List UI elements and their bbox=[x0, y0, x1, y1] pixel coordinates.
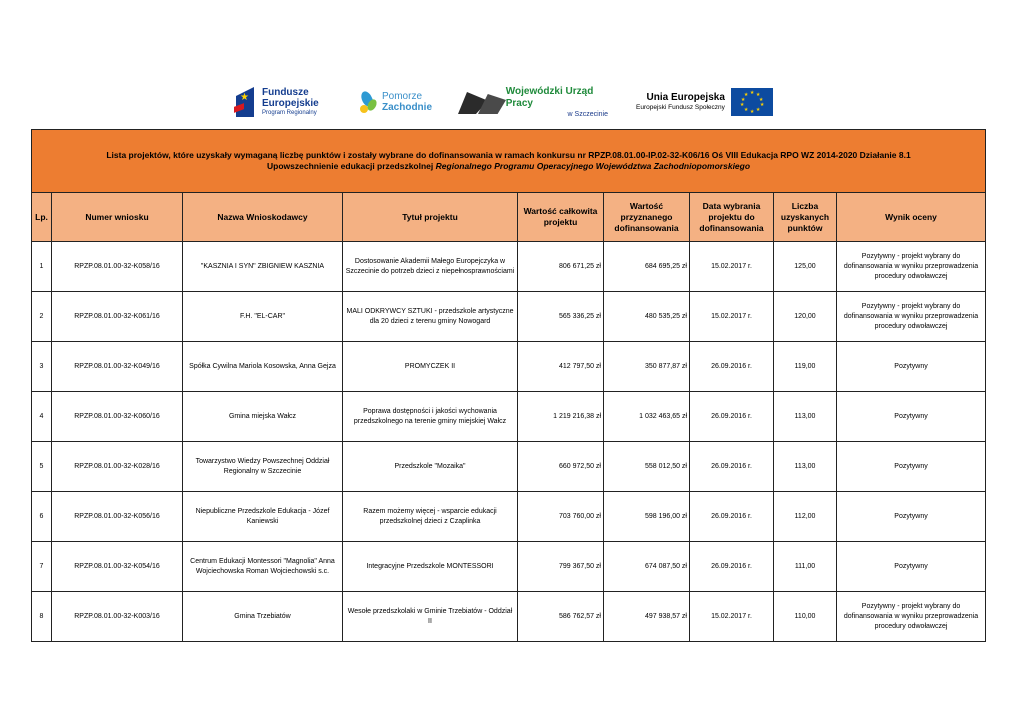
col-header-nazwa: Nazwa Wnioskodawcy bbox=[183, 193, 343, 242]
cell-lp: 1 bbox=[32, 242, 52, 292]
cell-tytul: Integracyjne Przedszkole MONTESSORI bbox=[343, 542, 518, 592]
fe-line1: Fundusze bbox=[262, 87, 309, 98]
cell-numer: RPZP.08.01.00-32-K060/16 bbox=[52, 392, 183, 442]
cell-nazwa: Gmina miejska Wałcz bbox=[183, 392, 343, 442]
cell-punkty: 125,00 bbox=[774, 242, 837, 292]
cell-data: 15.02.2017 r. bbox=[690, 592, 774, 642]
eu-line1: Unia Europejska bbox=[646, 92, 725, 103]
cell-numer: RPZP.08.01.00-32-K028/16 bbox=[52, 442, 183, 492]
cell-wartosc: 565 336,25 zł bbox=[518, 292, 604, 342]
cell-wynik: Pozytywny - projekt wybrany do dofinansowania w wyniku przeprowadzenia procedury odwoławczej bbox=[837, 242, 986, 292]
cell-tytul: PROMYCZEK II bbox=[343, 342, 518, 392]
wup-line2: w Szczecinie bbox=[567, 110, 608, 118]
cell-punkty: 112,00 bbox=[774, 492, 837, 542]
cell-dofinansowanie: 684 695,25 zł bbox=[604, 242, 690, 292]
cell-nazwa: F.H. "EL-CAR" bbox=[183, 292, 343, 342]
cell-nazwa: Centrum Edukacji Montessori "Magnolia" Anna Wojciechowska Roman Wojciechowski s.c. bbox=[183, 542, 343, 592]
cell-wartosc: 703 760,00 zł bbox=[518, 492, 604, 542]
eu-flag-icon: ★ ★ ★ ★ ★ ★ ★ ★ ★ ★ bbox=[731, 88, 773, 116]
cell-data: 15.02.2017 r. bbox=[690, 292, 774, 342]
pz-mark-icon bbox=[358, 87, 380, 117]
cell-tytul: MALI ODKRYWCY SZTUKI - przedszkole artystyczne dla 20 dzieci z terenu gminy Nowogard bbox=[343, 292, 518, 342]
cell-lp: 4 bbox=[32, 392, 52, 442]
cell-tytul: Dostosowanie Akademii Małego Europejczyka w Szczecinie do potrzeb dzieci z niepełnosprawnościami bbox=[343, 242, 518, 292]
cell-lp: 3 bbox=[32, 342, 52, 392]
logo-strip bbox=[0, 80, 1024, 130]
cell-wynik: Pozytywny bbox=[837, 542, 986, 592]
table-row bbox=[32, 392, 986, 442]
cell-wartosc: 660 972,50 zł bbox=[518, 442, 604, 492]
cell-nazwa: Gmina Trzebiatów bbox=[183, 592, 343, 642]
cell-data: 15.02.2017 r. bbox=[690, 242, 774, 292]
cell-nazwa: Niepubliczne Przedszkole Edukacja - Józef Kaniewski bbox=[183, 492, 343, 542]
cell-data: 26.09.2016 r. bbox=[690, 542, 774, 592]
col-header-wartosc: Wartość całkowita projektu bbox=[518, 193, 604, 242]
cell-numer: RPZP.08.01.00-32-K003/16 bbox=[52, 592, 183, 642]
cell-punkty: 111,00 bbox=[774, 542, 837, 592]
cell-wynik: Pozytywny bbox=[837, 442, 986, 492]
cell-numer: RPZP.08.01.00-32-K049/16 bbox=[52, 342, 183, 392]
cell-wynik: Pozytywny bbox=[837, 492, 986, 542]
col-header-tytul: Tytuł projektu bbox=[343, 193, 518, 242]
wup-logo bbox=[458, 80, 608, 124]
cell-nazwa: Spółka Cywilna Mariola Kosowska, Anna Gejza bbox=[183, 342, 343, 392]
cell-data: 26.09.2016 r. bbox=[690, 442, 774, 492]
title-line2-italic: Regionalnego Programu Operacyjnego Województwa Zachodniopomorskiego bbox=[435, 161, 751, 171]
table-row bbox=[32, 242, 986, 292]
cell-data: 26.09.2016 r. bbox=[690, 342, 774, 392]
col-header-punkty: Liczba uzyskanych punktów bbox=[774, 193, 837, 242]
fe-line2: Europejskie bbox=[262, 98, 319, 109]
cell-wynik: Pozytywny - projekt wybrany do dofinansowania w wyniku przeprowadzenia procedury odwoławczej bbox=[837, 592, 986, 642]
cell-data: 26.09.2016 r. bbox=[690, 392, 774, 442]
cell-wartosc: 799 367,50 zł bbox=[518, 542, 604, 592]
cell-tytul: Przedszkole "Mozaika" bbox=[343, 442, 518, 492]
col-header-numer: Numer wniosku bbox=[52, 193, 183, 242]
cell-dofinansowanie: 480 535,25 zł bbox=[604, 292, 690, 342]
projects-table bbox=[31, 129, 986, 642]
cell-lp: 5 bbox=[32, 442, 52, 492]
col-header-lp: Lp. bbox=[32, 193, 52, 242]
cell-wynik: Pozytywny bbox=[837, 342, 986, 392]
title-line2-plain: Upowszechnienie edukacji przedszkolnej bbox=[267, 161, 434, 171]
table-title bbox=[32, 130, 986, 193]
cell-punkty: 120,00 bbox=[774, 292, 837, 342]
cell-wynik: Pozytywny bbox=[837, 392, 986, 442]
cell-dofinansowanie: 674 087,50 zł bbox=[604, 542, 690, 592]
cell-dofinansowanie: 558 012,50 zł bbox=[604, 442, 690, 492]
cell-punkty: 119,00 bbox=[774, 342, 837, 392]
table-row bbox=[32, 342, 986, 392]
header-row bbox=[32, 193, 986, 242]
table-row bbox=[32, 492, 986, 542]
cell-numer: RPZP.08.01.00-32-K061/16 bbox=[52, 292, 183, 342]
cell-numer: RPZP.08.01.00-32-K058/16 bbox=[52, 242, 183, 292]
cell-lp: 6 bbox=[32, 492, 52, 542]
cell-dofinansowanie: 1 032 463,65 zł bbox=[604, 392, 690, 442]
cell-lp: 7 bbox=[32, 542, 52, 592]
wup-line1: Wojewódzki Urząd Pracy bbox=[505, 85, 594, 109]
projects-table-wrapper bbox=[31, 129, 985, 642]
table-row bbox=[32, 592, 986, 642]
wup-mark-icon bbox=[458, 88, 500, 116]
cell-nazwa: Towarzystwo Wiedzy Powszechnej Oddział Regionalny w Szczecinie bbox=[183, 442, 343, 492]
cell-wartosc: 586 762,57 zł bbox=[518, 592, 604, 642]
table-title-row bbox=[32, 130, 986, 193]
table-row bbox=[32, 442, 986, 492]
cell-numer: RPZP.08.01.00-32-K056/16 bbox=[52, 492, 183, 542]
fe-line3: Program Regionalny bbox=[262, 110, 317, 116]
cell-lp: 8 bbox=[32, 592, 52, 642]
cell-tytul: Poprawa dostępności i jakości wychowania przedszkolnego na terenie gminy miejskiej Wałcz bbox=[343, 392, 518, 442]
pomorze-zachodnie-logo bbox=[358, 80, 433, 124]
cell-dofinansowanie: 497 938,57 zł bbox=[604, 592, 690, 642]
cell-tytul: Razem możemy więcej - wsparcie edukacji przedszkolnej dzieci z Czaplinka bbox=[343, 492, 518, 542]
table-row bbox=[32, 292, 986, 342]
cell-wynik: Pozytywny - projekt wybrany do dofinansowania w wyniku przeprowadzenia procedury odwoławczej bbox=[837, 292, 986, 342]
col-header-wynik: Wynik oceny bbox=[837, 193, 986, 242]
title-line1: Lista projektów, które uzyskały wymaganą liczbę punktów i zostały wybrane do dofinansowania w ramach konkursu nr RPZP.08.01.00-IP.02-32-K06/16 Oś VIII Edukacja RPO WZ 2014-2020 Działanie 8.1 bbox=[106, 150, 911, 160]
cell-wartosc: 412 797,50 zł bbox=[518, 342, 604, 392]
col-header-data: Data wybrania projektu do dofinansowania bbox=[690, 193, 774, 242]
fe-flag-icon: ★ bbox=[236, 85, 258, 119]
fundusze-europejskie-logo bbox=[236, 80, 336, 124]
cell-wartosc: 806 671,25 zł bbox=[518, 242, 604, 292]
cell-data: 26.09.2016 r. bbox=[690, 492, 774, 542]
col-header-dofinansowanie: Wartość przyznanego dofinansowania bbox=[604, 193, 690, 242]
unia-europejska-logo bbox=[636, 80, 776, 124]
cell-numer: RPZP.08.01.00-32-K054/16 bbox=[52, 542, 183, 592]
pz-line1: Pomorze bbox=[382, 91, 423, 102]
pz-line2: Zachodnie bbox=[382, 102, 433, 113]
cell-lp: 2 bbox=[32, 292, 52, 342]
cell-punkty: 113,00 bbox=[774, 442, 837, 492]
cell-punkty: 113,00 bbox=[774, 392, 837, 442]
cell-wartosc: 1 219 216,38 zł bbox=[518, 392, 604, 442]
table-row bbox=[32, 542, 986, 592]
cell-punkty: 110,00 bbox=[774, 592, 837, 642]
eu-line2: Europejski Fundusz Społeczny bbox=[636, 104, 725, 111]
cell-dofinansowanie: 350 877,87 zł bbox=[604, 342, 690, 392]
cell-tytul: Wesołe przedszkolaki w Gminie Trzebiatów - Oddział II bbox=[343, 592, 518, 642]
cell-nazwa: "KASZNIA I SYN" ZBIGNIEW KASZNIA bbox=[183, 242, 343, 292]
cell-dofinansowanie: 598 196,00 zł bbox=[604, 492, 690, 542]
